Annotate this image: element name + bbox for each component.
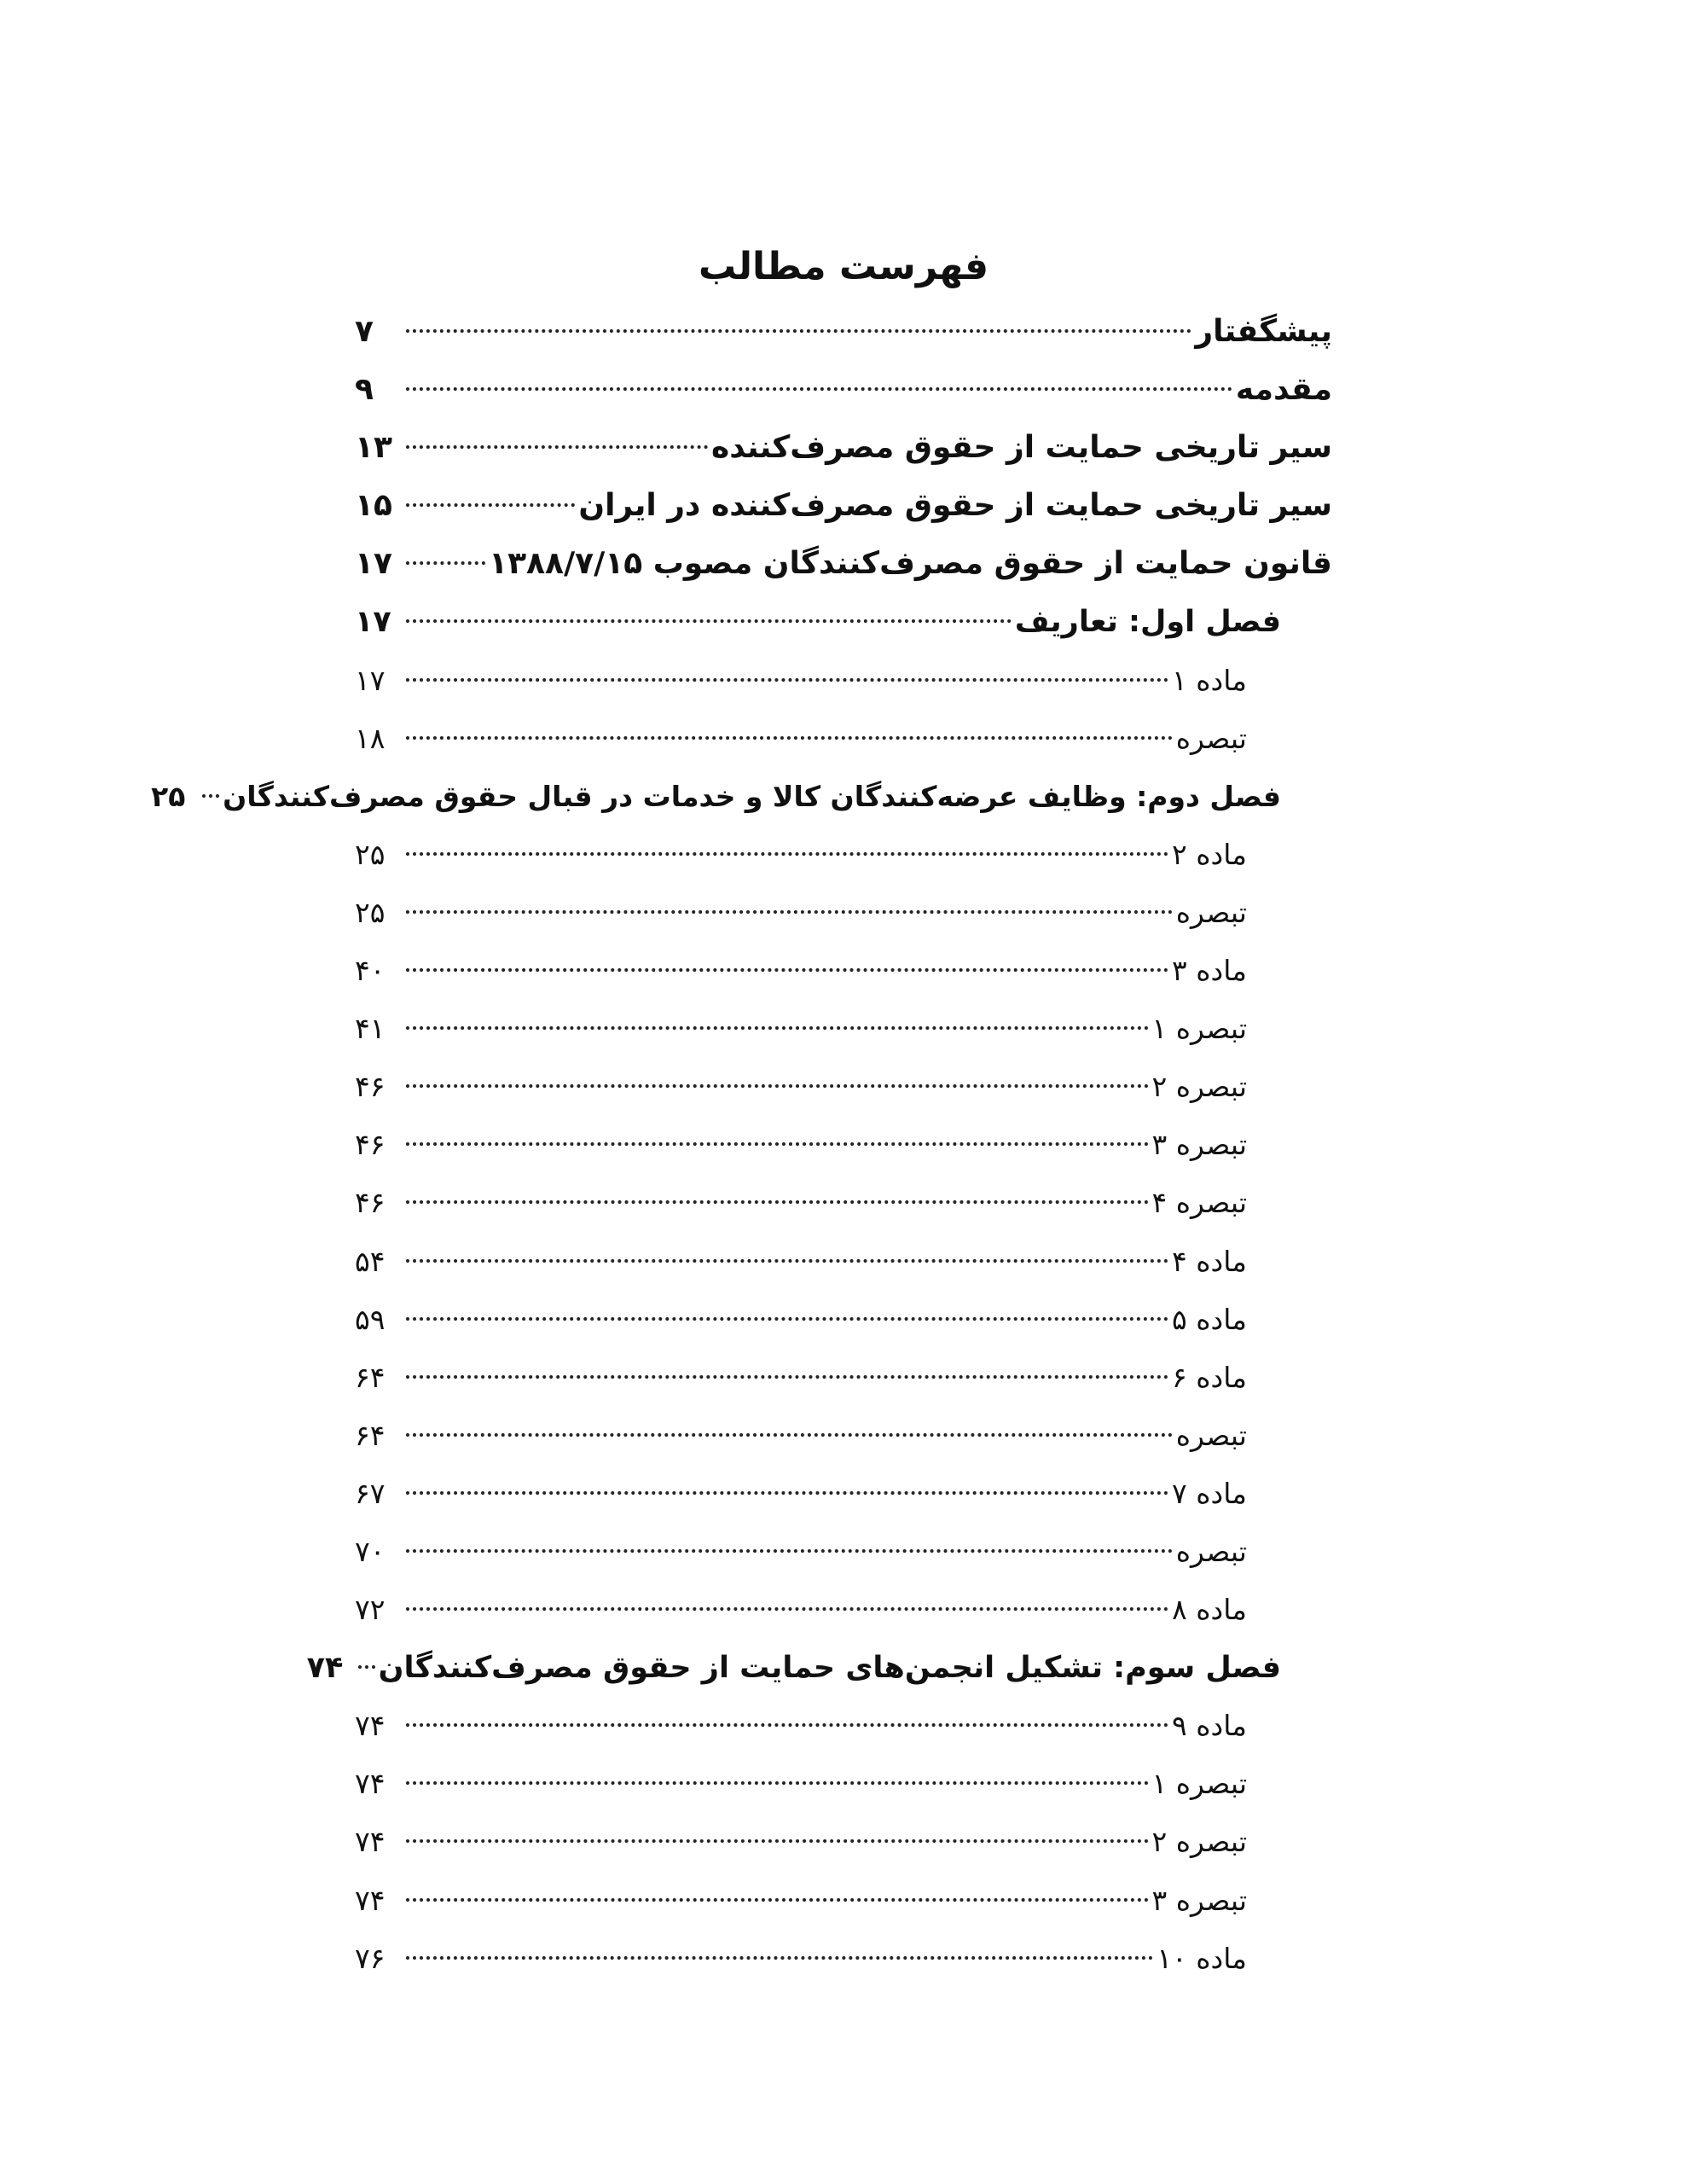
dot-leader xyxy=(406,736,1173,740)
toc-entry-label: ماده ۶ xyxy=(1172,1360,1247,1394)
dot-leader xyxy=(406,1956,1153,1960)
toc-entry-page: ۱۳ xyxy=(355,430,392,466)
toc-entry-label: تبصره ۲ xyxy=(1151,1070,1247,1104)
toc-chapter-entry xyxy=(355,593,1332,651)
toc-entry xyxy=(355,477,1332,535)
toc-article-entry xyxy=(355,1000,1332,1058)
toc-entry-page: ۴۶ xyxy=(355,1186,386,1220)
toc-entry-page: ۷۴ xyxy=(355,1767,386,1801)
toc-article-entry xyxy=(355,1465,1332,1523)
toc-entry xyxy=(355,419,1332,477)
toc-article-entry xyxy=(355,1116,1332,1174)
toc-entry-label: تبصره ۳ xyxy=(1151,1883,1247,1917)
toc-chapter-entry xyxy=(306,1639,1332,1697)
toc-entry-label: ماده ۱۰ xyxy=(1157,1941,1247,1975)
toc-entry-page: ۴۰ xyxy=(355,954,386,988)
dot-leader xyxy=(406,445,708,449)
toc-entry-page: ۴۶ xyxy=(355,1070,386,1104)
toc-article-entry xyxy=(355,1697,1332,1755)
toc-entry-label: ماده ۵ xyxy=(1172,1302,1247,1336)
toc-entry-label: تبصره ۳ xyxy=(1151,1128,1247,1162)
toc-entry-label: تبصره ۲ xyxy=(1151,1825,1247,1859)
dot-leader xyxy=(406,561,485,565)
toc-entry-label: فصل سوم: تشکیل انجمن‌های حمایت از حقوق مصرف‌کنندگان xyxy=(378,1651,1281,1686)
toc-entry-label: تبصره ۴ xyxy=(1151,1186,1247,1220)
dot-leader xyxy=(406,1433,1173,1437)
toc-article-entry xyxy=(355,1058,1332,1116)
dot-leader xyxy=(406,1375,1168,1379)
dot-leader xyxy=(406,968,1168,972)
toc-entry-label: ماده ۲ xyxy=(1172,837,1247,871)
toc-entry-label: ماده ۱ xyxy=(1172,663,1247,697)
toc-entry xyxy=(355,303,1332,361)
toc-article-entry xyxy=(355,884,1332,942)
dot-leader xyxy=(406,503,575,507)
dot-leader xyxy=(406,910,1173,914)
toc-entry-page: ۱۷ xyxy=(355,663,386,697)
toc-entry-label: سیر تاریخی حمایت از حقوق مصرف‌کننده xyxy=(710,430,1332,466)
toc-entry-page: ۶۴ xyxy=(355,1360,386,1394)
dot-leader xyxy=(406,1084,1149,1088)
toc-entry-page: ۲۵ xyxy=(355,837,386,871)
toc-article-entry xyxy=(355,710,1332,768)
toc-article-entry xyxy=(355,1813,1332,1871)
toc-entry-page: ۷۲ xyxy=(355,1593,386,1627)
toc-article-entry xyxy=(355,826,1332,884)
toc-entry-page: ۷۴ xyxy=(355,1883,386,1917)
dot-leader xyxy=(406,1898,1149,1902)
toc-entry-page: ۱۷ xyxy=(355,605,391,640)
toc-entry-label: تبصره xyxy=(1175,1418,1247,1452)
toc-entry-page: ۷۴ xyxy=(306,1651,344,1686)
dot-leader xyxy=(406,1200,1149,1204)
dot-leader xyxy=(406,1259,1168,1263)
toc-entry-label: فصل اول: تعاریف xyxy=(1014,605,1281,640)
toc-entry-page: ۹ xyxy=(355,372,374,408)
toc-article-entry xyxy=(355,1581,1332,1639)
toc-article-entry xyxy=(355,942,1332,1000)
toc-entry-page: ۷۴ xyxy=(355,1825,386,1859)
toc-entry-label: تبصره ۱ xyxy=(1151,1012,1247,1046)
toc-entry-page: ۴۱ xyxy=(355,1012,386,1046)
toc-entry-page: ۶۷ xyxy=(355,1476,386,1510)
toc-entry-label: تبصره xyxy=(1175,1534,1247,1568)
toc-entry-page: ۷۴ xyxy=(355,1709,386,1743)
dot-leader xyxy=(406,387,1232,391)
dot-leader xyxy=(406,619,1012,623)
toc-entry-label: ماده ۷ xyxy=(1172,1476,1247,1510)
toc-entry-page: ۵۹ xyxy=(355,1302,386,1336)
toc-entry-page: ۷۰ xyxy=(355,1534,386,1568)
toc-entry-label: تبصره ۱ xyxy=(1151,1767,1247,1801)
toc-entry-label: ماده ۹ xyxy=(1172,1709,1247,1743)
toc-entry-page: ۴۶ xyxy=(355,1128,386,1162)
toc-entry-label: تبصره xyxy=(1175,895,1247,929)
dot-leader xyxy=(406,1549,1173,1553)
dot-leader xyxy=(406,1607,1168,1611)
dot-leader xyxy=(406,1142,1149,1146)
toc-entry-label: ماده ۸ xyxy=(1172,1593,1247,1627)
dot-leader xyxy=(406,1781,1149,1785)
toc-article-entry xyxy=(355,1755,1332,1813)
toc-article-entry xyxy=(355,1872,1332,1930)
toc-entry-label: ماده ۴ xyxy=(1172,1244,1247,1278)
toc-article-entry xyxy=(355,1930,1332,1988)
dot-leader xyxy=(406,1026,1149,1030)
toc-article-entry xyxy=(355,1523,1332,1581)
dot-leader xyxy=(358,1665,375,1669)
toc-entry-label: مقدمه xyxy=(1235,372,1332,408)
page-title: فهرست مطالب xyxy=(698,245,989,288)
dot-leader xyxy=(406,1491,1168,1495)
toc-article-entry xyxy=(355,1349,1332,1407)
toc-entry-label: فصل دوم: وظایف عرضه‌کنندگان کالا و خدمات در قبال حقوق مصرف‌کنندگان xyxy=(223,779,1281,813)
dot-leader xyxy=(202,794,219,798)
table-of-contents xyxy=(151,303,1332,1988)
dot-leader xyxy=(406,1723,1168,1727)
toc-entry-page: ۱۸ xyxy=(355,721,386,755)
toc-entry-label: سیر تاریخی حمایت از حقوق مصرف‌کننده در ایران xyxy=(578,488,1332,524)
dot-leader xyxy=(406,678,1168,682)
toc-entry xyxy=(355,361,1332,419)
dot-leader xyxy=(406,852,1168,856)
toc-entry-page: ۷ xyxy=(355,314,374,349)
dot-leader xyxy=(406,329,1191,333)
toc-article-entry xyxy=(355,1291,1332,1349)
toc-entry-page: ۱۷ xyxy=(355,546,392,582)
toc-article-entry xyxy=(355,1407,1332,1465)
toc-chapter-entry xyxy=(151,768,1332,826)
toc-entry-label: قانون حمایت از حقوق مصرف‌کنندگان مصوب ۱۳۸۸/۷/۱۵ xyxy=(489,546,1332,582)
toc-entry-page: ۲۵ xyxy=(355,895,386,929)
toc-entry-page: ۲۵ xyxy=(151,779,186,813)
dot-leader xyxy=(406,1317,1168,1321)
toc-entry-page: ۷۶ xyxy=(355,1941,386,1975)
toc-entry-page: ۶۴ xyxy=(355,1418,386,1452)
toc-entry xyxy=(355,535,1332,593)
toc-article-entry xyxy=(355,652,1332,710)
toc-entry-label: ماده ۳ xyxy=(1172,954,1247,988)
toc-entry-page: ۵۴ xyxy=(355,1244,386,1278)
toc-entry-page: ۱۵ xyxy=(355,488,392,524)
dot-leader xyxy=(406,1839,1149,1843)
toc-entry-label: تبصره xyxy=(1175,721,1247,755)
toc-article-entry xyxy=(355,1233,1332,1291)
toc-article-entry xyxy=(355,1174,1332,1232)
toc-entry-label: پیشگفتار xyxy=(1195,314,1332,349)
